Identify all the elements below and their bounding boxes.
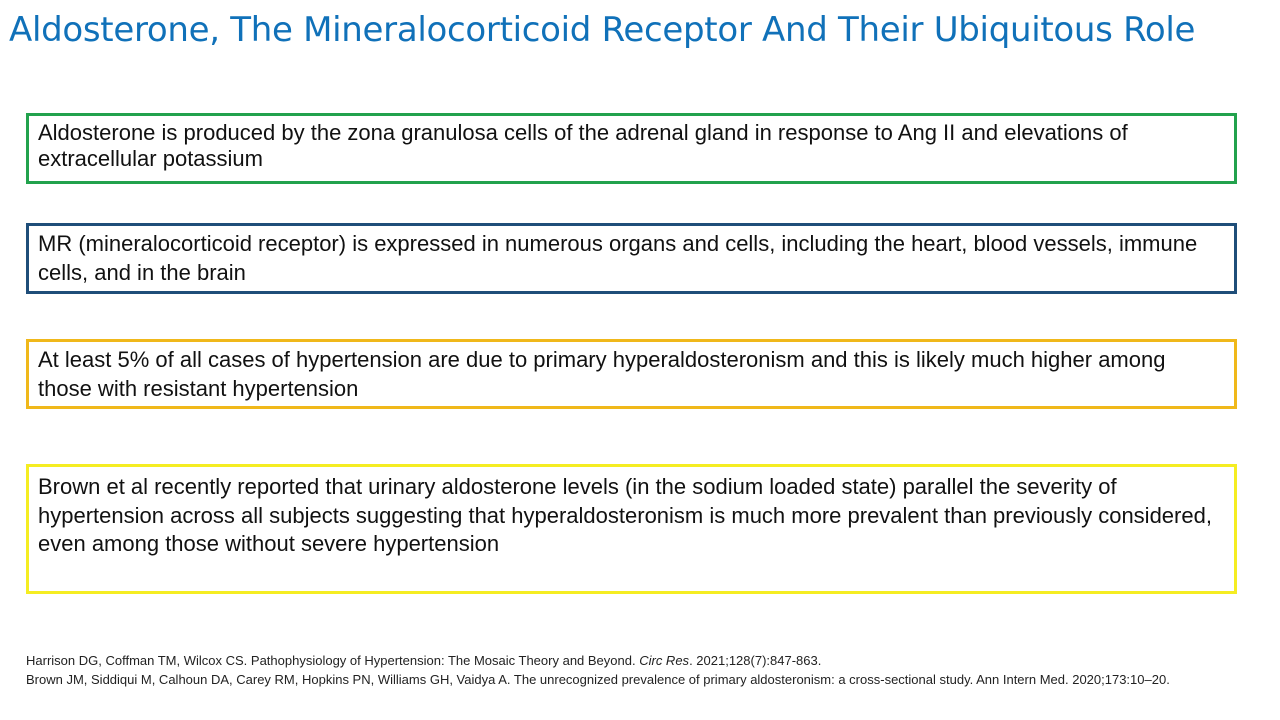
point-text: MR (mineralocorticoid receptor) is expressed in numerous organs and cells, including the heart, blood vessels, immune cells, and in the brain [38, 231, 1198, 285]
reference-brown: Brown JM, Siddiqui M, Calhoun DA, Carey RM, Hopkins PN, Williams GH, Vaidya A. The unrecognized prevalence of primary aldosteronism: a cross-sectional study. Ann Intern Med. 2020;173:10–20. [26, 672, 1170, 687]
point-box-hypertension-prevalence [26, 339, 1237, 409]
reference-harrison [26, 651, 1242, 670]
point-box-aldosterone-production [26, 113, 1237, 184]
reference-authors-title: Harrison DG, Coffman TM, Wilcox CS. Pathophysiology of Hypertension: The Mosaic Theory and Beyond. [26, 653, 636, 668]
references [26, 651, 1242, 689]
slide-title: Aldosterone, The Mineralocorticoid Receptor And Their Ubiquitous Role [9, 10, 1196, 50]
point-text: Brown et al recently reported that urinary aldosterone levels (in the sodium loaded state) parallel the severity of hypertension across all subjects suggesting that hyperaldosteronism is much more prevalent than previously considered, even among those without severe hypertension [38, 474, 1212, 556]
point-box-mr-expression [26, 223, 1237, 294]
point-box-brown-study [26, 464, 1237, 594]
reference-journal: Circ Res [639, 653, 690, 668]
reference-citation: . 2021;128(7):847-863. [689, 653, 822, 668]
point-text: Aldosterone is produced by the zona granulosa cells of the adrenal gland in response to Ang II and elevations of extracellular potassium [38, 120, 1128, 171]
point-text: At least 5% of all cases of hypertension are due to primary hyperaldosteronism and this is likely much higher among those with resistant hypertension [38, 347, 1166, 401]
